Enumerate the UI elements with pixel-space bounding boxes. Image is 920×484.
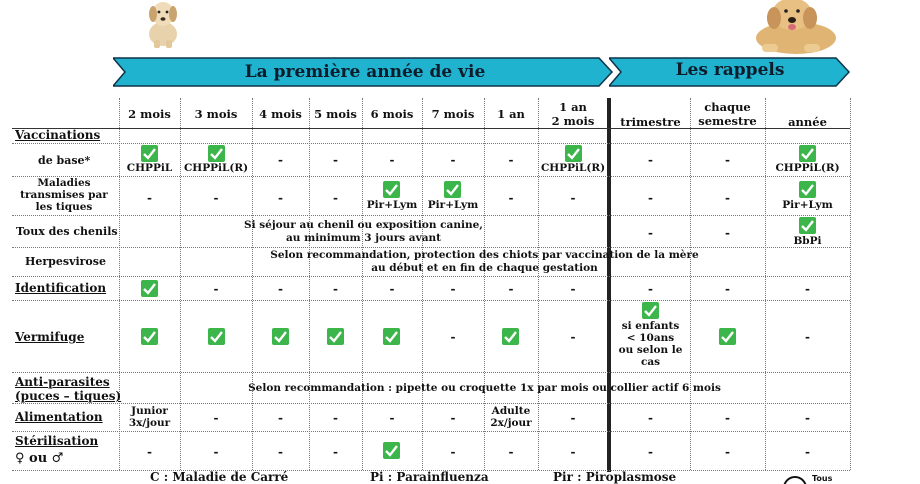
cell-pirlym: Pir+Lym [782,199,833,211]
cell-dash: - [213,445,219,459]
cell-adulte: Adulte 2x/jour [490,405,532,429]
col-header-3-mois: 3 mois [194,107,238,121]
banner-boosters-title: Les rappels [675,60,785,80]
cell-dash: - [333,411,338,425]
cell-dash: - [805,411,810,425]
cell-dash: - [278,411,283,425]
row-label-vermifuge: Vermifuge [15,330,85,344]
cell-dash: - [725,226,730,240]
cell-dash: - [389,411,395,425]
cell-dash: - [213,282,219,296]
cell-chppilr: CHPPiL(R) [775,162,840,174]
cell-dash: - [333,191,338,205]
cell-pirlym: Pir+Lym [366,199,418,211]
cell-chppil: CHPPiL [126,162,173,174]
cell-dash: - [213,411,219,425]
cell-dash: - [570,191,576,205]
cell-bbpi: BbPi [793,235,822,247]
check-icon [444,181,461,198]
col-header-1-an: 1 an [497,107,525,121]
cell-dash: - [389,153,395,167]
row-label-tiques: Maladies transmises par les tiques [20,177,108,213]
banner-first-year-title: La première année de vie [244,62,486,82]
check-icon [272,328,289,345]
check-icon [565,145,582,162]
cell-dash: - [725,411,730,425]
cell-dash: - [278,153,283,167]
check-icon [383,328,400,345]
row-label-de-base: de base* [38,154,91,167]
cell-dash: - [450,411,456,425]
col-header-5-mois: 5 mois [314,107,357,121]
antiparasites-note: Selon recommandation : pipette ou croquette 1x par mois ou collier actif 6 mois [248,382,721,394]
cell-dash: - [725,153,730,167]
check-icon [327,328,344,345]
cell-dash: - [333,282,338,296]
cell-dash: - [648,191,653,205]
col-header-semestre: chaque semestre [698,100,757,128]
cell-dash: - [570,411,576,425]
col-header-4-mois: 4 mois [259,107,302,121]
row-label-identification: Identification [15,281,107,295]
cell-dash: - [450,445,456,459]
cell-dash: - [147,445,152,459]
col-header-annee: année [788,115,827,129]
col-header-6-mois: 6 mois [370,107,414,121]
creative-commons-label: Tous [812,474,833,483]
cell-dash: - [333,445,338,459]
cell-dash: - [450,282,456,296]
cell-dash: - [570,282,576,296]
row-label-vaccinations: Vaccinations [15,128,101,142]
row-label-herpes: Herpesvirose [25,255,106,268]
cell-dash: - [805,282,810,296]
cell-dash: - [508,153,514,167]
cell-dash: - [570,445,576,459]
cell-dash: - [648,226,653,240]
herpes-note: Selon recommandation, protection des chiots par vaccination de la mère au début et en fin de chaque gestation [270,249,699,274]
check-icon [208,328,225,345]
cell-dash: - [508,191,514,205]
puppy-right-image [748,0,844,56]
cell-dash: - [725,282,730,296]
legend-carre: C : Maladie de Carré [150,470,289,484]
col-header-2-mois: 2 mois [128,107,171,121]
row-label-sex-symbols: ♀ ou ♂ [15,451,64,466]
cell-dash: - [648,282,653,296]
check-icon [799,217,816,234]
cell-dash: - [648,445,653,459]
col-header-7-mois: 7 mois [431,107,475,121]
check-icon [208,145,225,162]
cell-chppilr: CHPPiL(R) [183,162,249,174]
cell-pirlym: Pir+Lym [427,199,479,211]
cell-junior: Junior 3x/jour [128,405,171,429]
cell-dash: - [648,153,653,167]
row-label-alimentation: Alimentation [15,410,103,424]
cell-dash: - [278,282,283,296]
check-icon [719,328,736,345]
check-icon [502,328,519,345]
cell-dash: - [508,445,514,459]
cell-dash: - [213,191,219,205]
cell-dash: - [278,445,283,459]
legend-parainfluenza: Pi : Parainfluenza [370,470,489,484]
cell-dash: - [450,153,456,167]
row-label-toux: Toux des chenils [16,225,118,238]
cell-dash: - [450,330,456,344]
check-icon [383,442,400,459]
toux-note: Si séjour au chenil ou exposition canine, au minimum 3 jours avant [244,219,483,244]
cell-dash: - [508,282,514,296]
cell-dash: - [278,191,283,205]
cell-dash: - [805,445,810,459]
check-icon [799,145,816,162]
puppy-left-image [138,0,188,48]
cell-dash: - [333,153,338,167]
check-icon [141,280,158,297]
cell-dash: - [570,330,576,344]
check-icon [141,328,158,345]
cell-dash: - [725,445,730,459]
cell-dash: - [805,330,810,344]
creative-commons-icon [782,475,808,484]
legend-piroplasmose: Pir : Piroplasmose [553,470,677,484]
cell-dash: - [147,191,152,205]
cell-chppilr: CHPPiL(R) [540,162,606,174]
row-label-sterilisation: Stérilisation [15,434,99,448]
check-icon [799,181,816,198]
cell-dash: - [725,191,730,205]
cell-dash: - [389,282,395,296]
cell-dash: - [648,411,653,425]
col-header-trimestre: trimestre [620,115,681,129]
cell-verm-trimestre: si enfants < 10ans ou selon le cas [618,320,683,368]
col-header-1-an-2-mois: 1 an 2 mois [551,100,595,128]
check-icon [642,302,659,319]
check-icon [383,181,400,198]
row-label-antiparasites: Anti-parasites (puces – tiques) [15,375,122,403]
check-icon [141,145,158,162]
